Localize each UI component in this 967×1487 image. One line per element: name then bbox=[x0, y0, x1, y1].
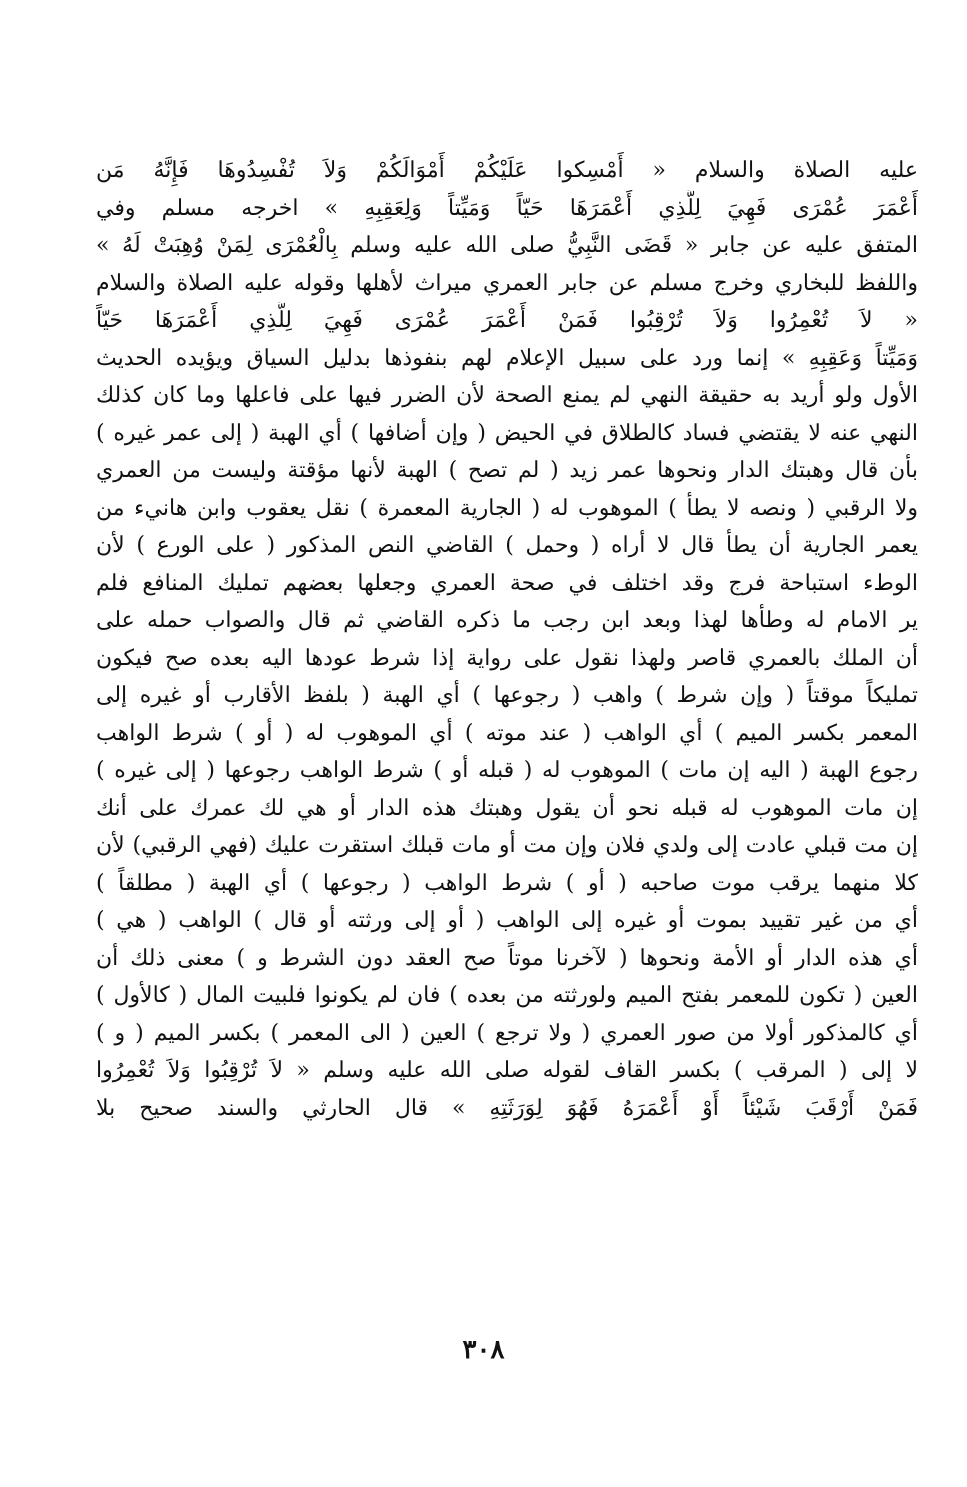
text-line: « لاَ تُعْمِرُوا وَلاَ تُرْقِبُوا فَمَنْ أَعْمَرَ عُمْرَى فَهِيَ لِلَّذِي أَعْمَرَهَا حَيّاً bbox=[96, 308, 918, 333]
text-line: تمليكاً موقتاً ( وإن شرط ) واهب ( رجوعها ) أي الهبة ( بلفظ الأقارب أو غيره إلى bbox=[96, 683, 918, 708]
body-text bbox=[96, 152, 918, 1127]
text-line: يعمر الجارية أن يطأ قال لا أراه ( وحمل ) القاضي النص المذكور ( على الورع ) لأن bbox=[96, 533, 918, 558]
text-line: المتفق عليه عن جابر « قَضَى النَّبِيُّ صلى الله عليه وسلم بِالْعُمْرَى لِمَنْ وُهِبَتْ لَهُ » bbox=[96, 233, 918, 258]
text-line: إن مت قبلي عادت إلى ولدي فلان وإن مت أو مات قبلك استقرت عليك (فهي الرقبي) لأن bbox=[96, 833, 918, 858]
text-line: أي هذه الدار أو الأمة ونحوها ( لآخرنا موتاً صح العقد دون الشرط و ) معنى ذلك أن bbox=[96, 945, 918, 971]
text-line: المعمر بكسر الميم ) أي الواهب ( عند موته ) أي الموهوب له ( أو ) شرط الواهب bbox=[96, 720, 918, 746]
text-line: الوطء استباحة فرج وقد اختلف في صحة العمري وجعلها بعضهم تمليك المنافع فلم bbox=[96, 570, 918, 596]
page-number: ٣٠٨ bbox=[462, 1335, 505, 1365]
text-line: أي كالمذكور أولا من صور العمري ( ولا ترجع ) العين ( الى المعمر ) بكسر الميم ( و ) bbox=[96, 1020, 918, 1046]
text-line: لا إلى ( المرقب ) بكسر القاف لقوله صلى الله عليه وسلم « لاَ تُرْقِبُوا وَلاَ تُعْمِرُوا bbox=[96, 1058, 918, 1083]
text-line: كلا منهما يرقب موت صاحبه ( أو ) شرط الواهب ( رجوعها ) أي الهبة ( مطلقاً ) bbox=[96, 870, 918, 896]
text-line: عليه الصلاة والسلام « أَمْسِكوا عَلَيْكُمْ أَمْوَالَكُمْ وَلاَ تُفْسِدُوهَا فَإِنَّهُ مَن bbox=[96, 158, 918, 183]
text-line: أن الملك بالعمري قاصر ولهذا نقول على رواية إذا شرط عودها اليه بعده صح فيكون bbox=[96, 645, 918, 671]
text-line: ولا الرقبي ( ونصه لا يطأ ) الموهوب له ( الجارية المعمرة ) نقل يعقوب وابن هانيء من bbox=[96, 495, 918, 521]
text-line: العين ( تكون للمعمر بفتح الميم ولورثته من بعده ) فان لم يكونوا فلبيت المال ( كالأول ) bbox=[96, 983, 918, 1008]
text-line: إن مات الموهوب له قبله نحو أن يقول وهبتك هذه الدار أو هي لك عمرك على أنك bbox=[96, 795, 918, 821]
text-line: أَعْمَرَ عُمْرَى فَهِيَ لِلَّذِي أَعْمَرَهَا حَيّاً وَمَيِّتاً وَلِعَقِبِهِ » اخرجه مسلم وفي bbox=[96, 195, 918, 221]
text-line: النهي عنه لا يقتضي فساد كالطلاق في الحيض ( وإن أضافها ) أي الهبة ( إلى عمر غيره ) bbox=[96, 420, 918, 446]
text-line: بأن قال وهبتك الدار ونحوها عمر زيد ( لم تصح ) الهبة لأنها مؤقتة وليست من العمري bbox=[96, 458, 918, 483]
text-line: وَمَيِّتاً وَعَقِبِهِ » إنما ورد على سبيل الإعلام لهم بنفوذها بدليل السياق ويؤيده الحديث bbox=[96, 345, 918, 371]
text-line: واللفظ للبخاري وخرج مسلم عن جابر العمري ميراث لأهلها وقوله عليه الصلاة والسلام bbox=[96, 270, 918, 296]
text-line: أي من غير تقييد بموت أو غيره إلى الواهب ( أو إلى ورثته أو قال ) الواهب ( هي ) bbox=[96, 908, 918, 933]
text-line: رجوع الهبة ( اليه إن مات ) الموهوب له ( قبله أو ) شرط الواهب رجوعها ( إلى غيره ) bbox=[96, 758, 918, 783]
text-line: الأول ولو أريد به حقيقة النهي لم يمنع الصحة لأن الضرر فيها على فاعلها وما كان كذلك bbox=[96, 383, 918, 408]
text-line: فَمَنْ أَرْقَبَ شَيْئاً أَوْ أَعْمَرَهُ فَهُوَ لِوَرَثَتِهِ » قال الحارثي والسند صحيح بلا bbox=[96, 1095, 918, 1121]
text-line: ير الامام له وطأها لهذا وبعد ابن رجب ما ذكره القاضي ثم قال والصواب حمله على bbox=[96, 608, 918, 633]
